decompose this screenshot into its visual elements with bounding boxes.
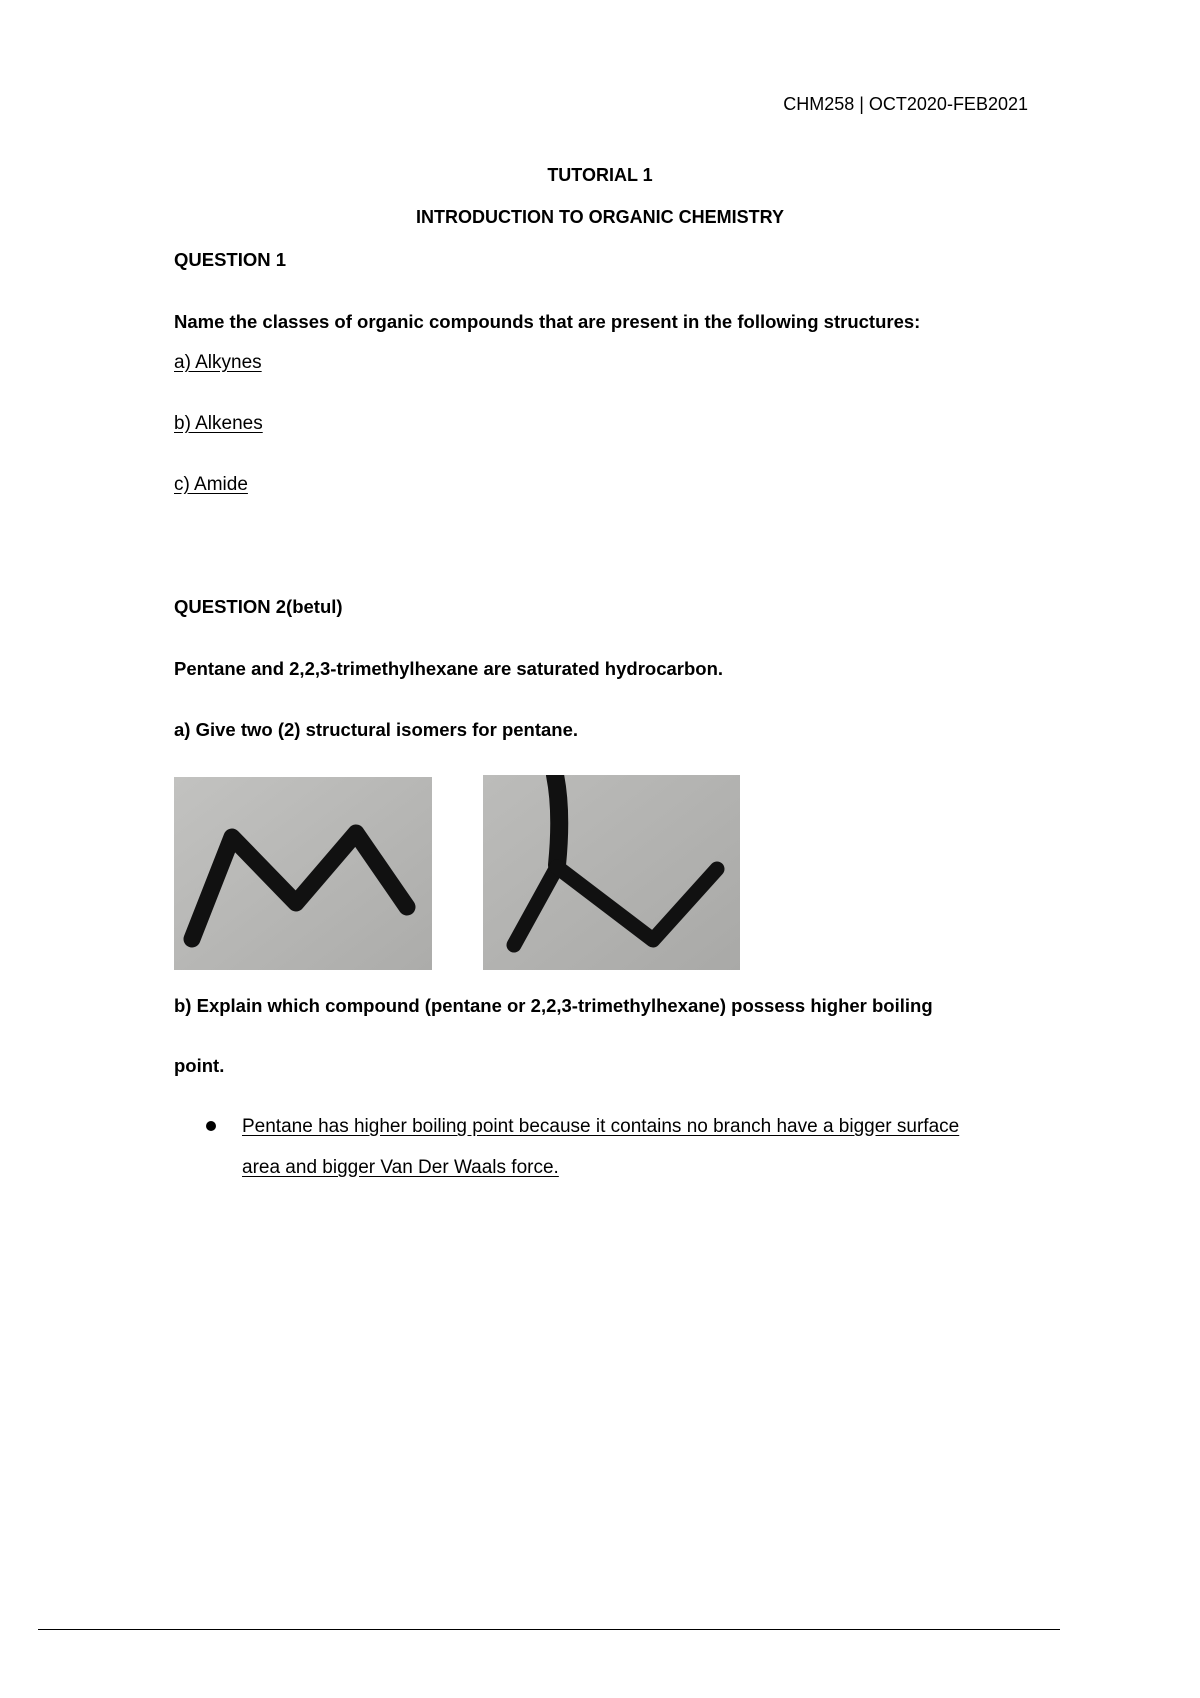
question1-answer-b: b) Alkenes (174, 413, 263, 434)
question1-heading: QUESTION 1 (174, 249, 287, 270)
tutorial-title: TUTORIAL 1 (547, 165, 653, 185)
question2-answer-line2: area and bigger Van Der Waals force. (242, 1157, 559, 1178)
question2-heading: QUESTION 2(betul) (174, 596, 343, 617)
isomer-image-zigzag (174, 777, 432, 970)
question2-statement: Pentane and 2,2,3-trimethylhexane are saturated hydrocarbon. (174, 658, 724, 679)
tutorial-subtitle: INTRODUCTION TO ORGANIC CHEMISTRY (416, 207, 784, 227)
question1-answer-a: a) Alkynes (174, 352, 262, 373)
isomer-image-branched (483, 775, 740, 970)
bullet-icon (206, 1121, 216, 1131)
question1-prompt: Name the classes of organic compounds that are present in the following structures: (174, 311, 921, 332)
question2-part-b-line1: b) Explain which compound (pentane or 2,2,3-trimethylhexane) possess higher boiling (174, 995, 933, 1016)
footer-rule (38, 1629, 1060, 1630)
question1-answer-c: c) Amide (174, 474, 248, 495)
question2-part-b-line2: point. (174, 1055, 225, 1076)
question2-part-a: a) Give two (2) structural isomers for pentane. (174, 719, 579, 740)
header-course-code: CHM258 | OCT2020-FEB2021 (783, 94, 1028, 114)
question2-answer-line1: Pentane has higher boiling point because it contains no branch have a bigger surface (242, 1116, 960, 1137)
